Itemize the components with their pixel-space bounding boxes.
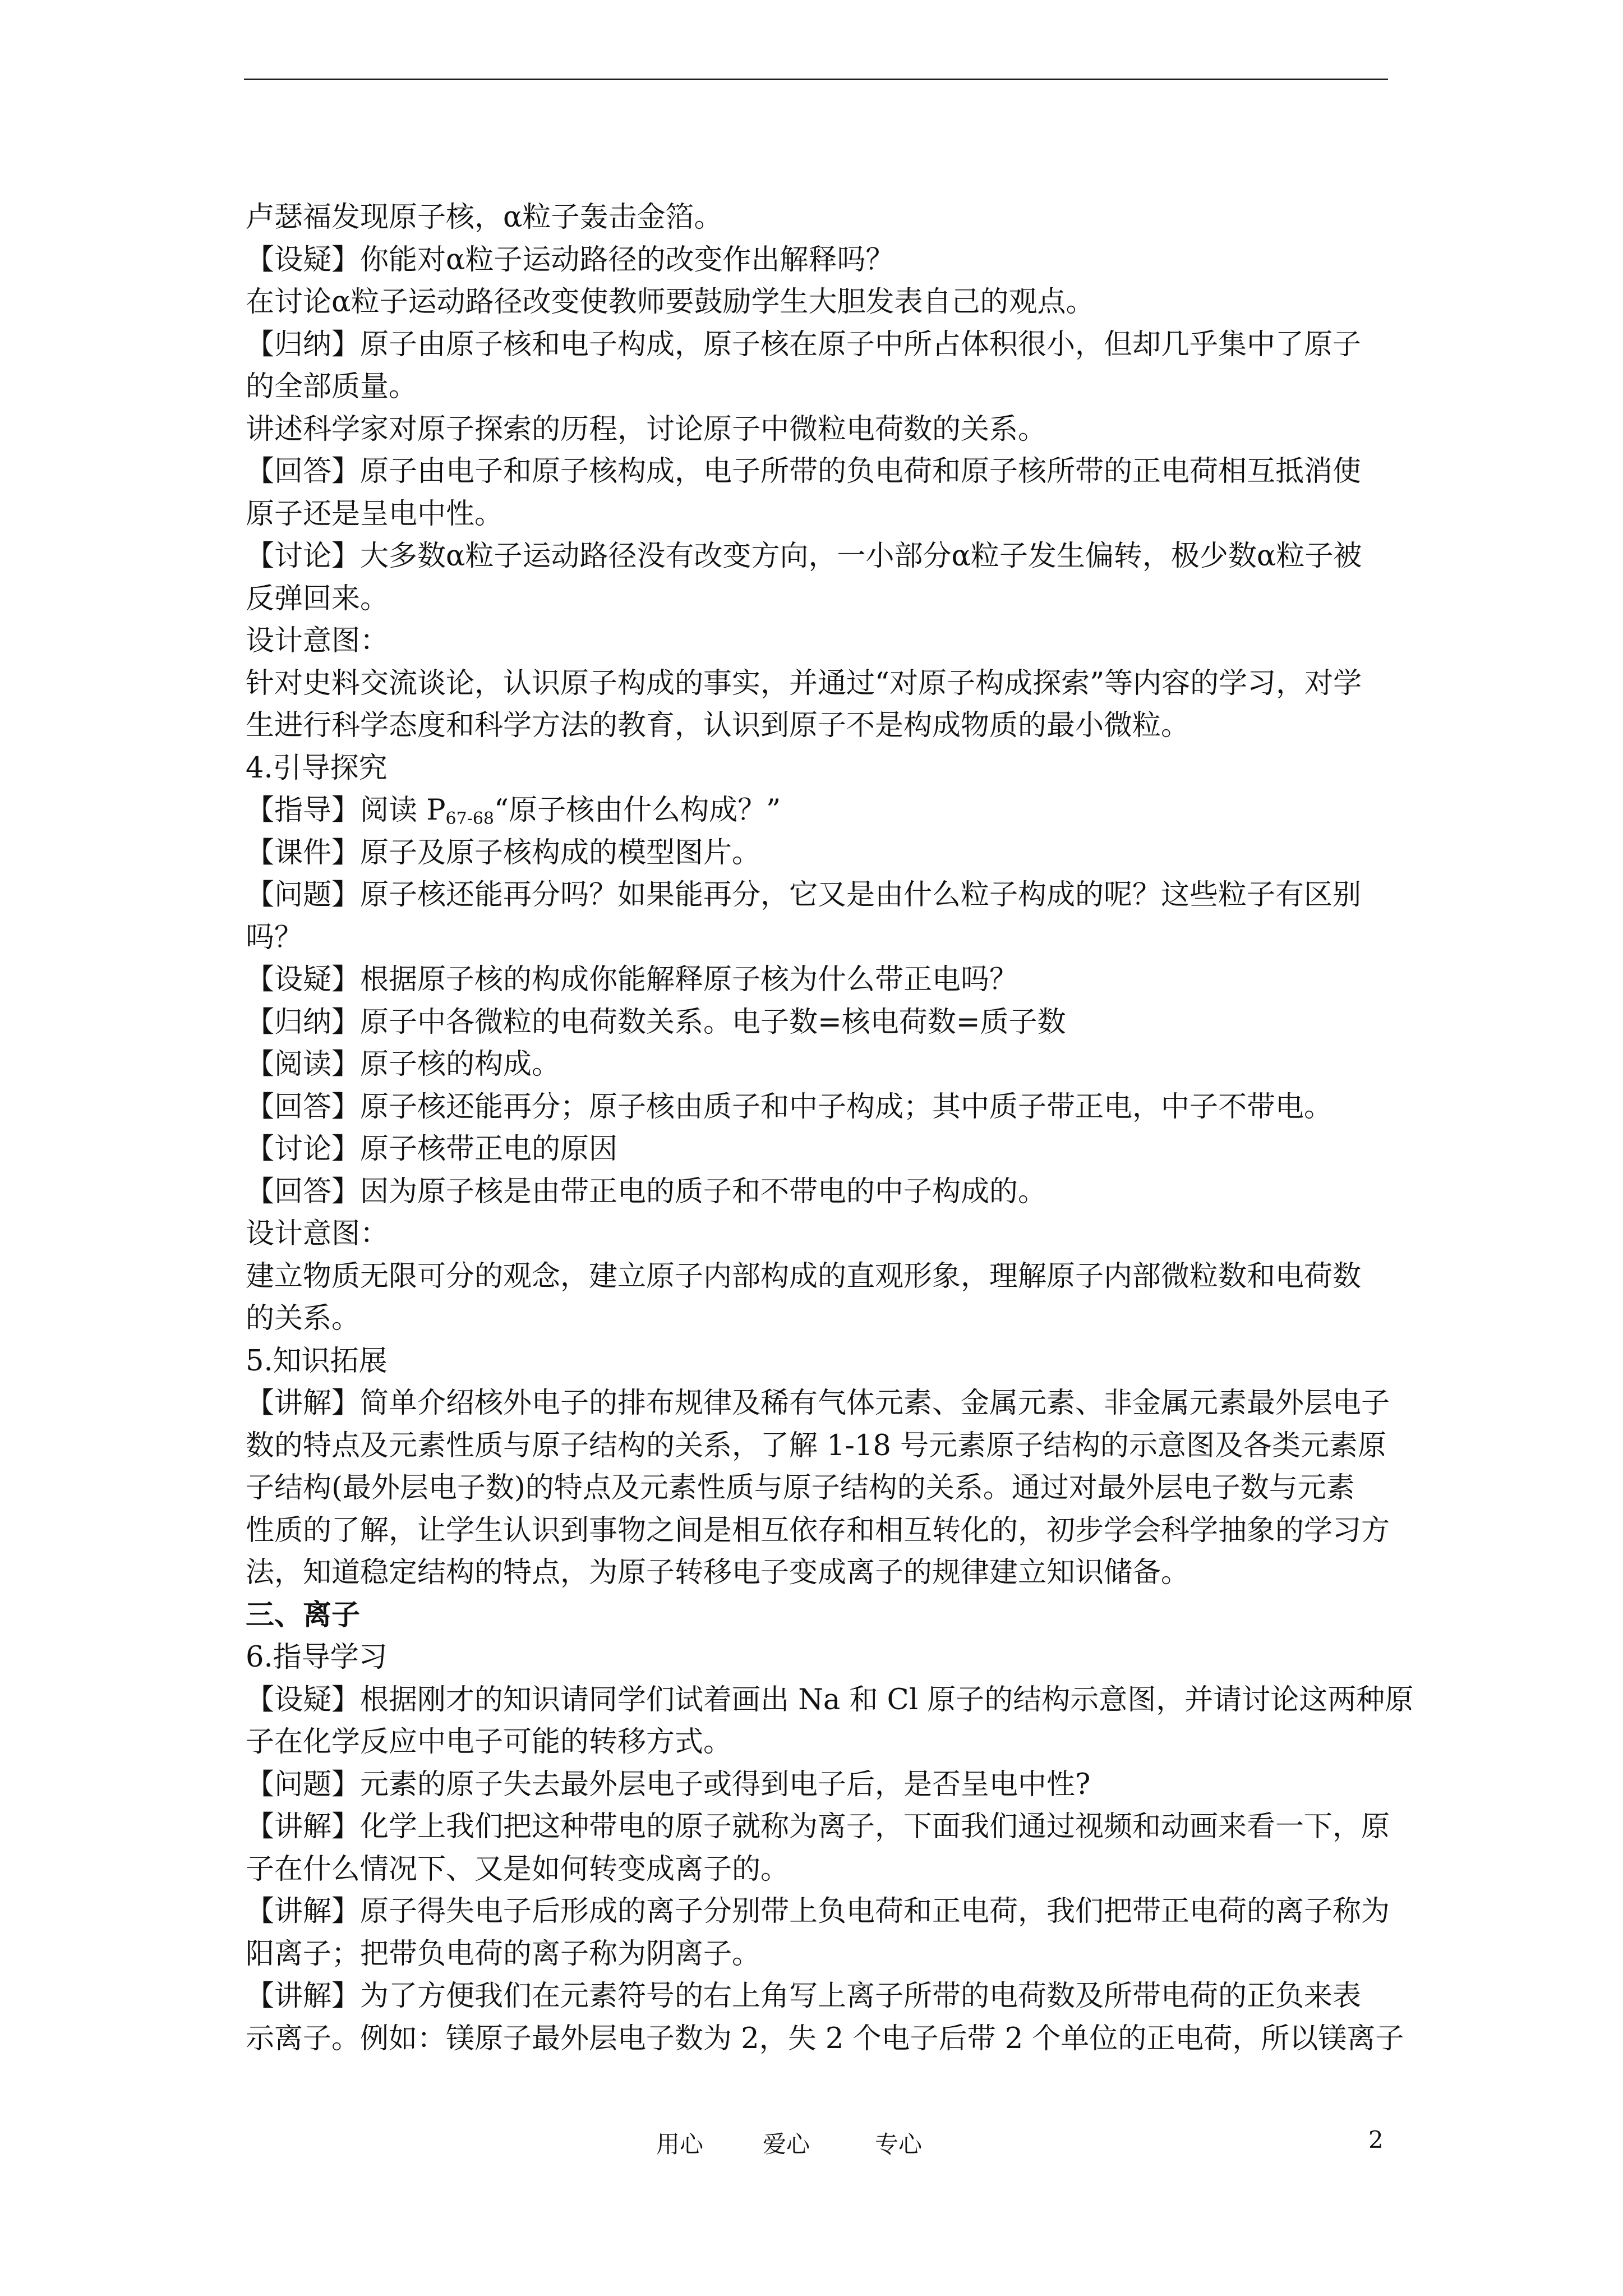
text-line: 反弹回来。: [246, 582, 389, 615]
text-line: 4.引导探究: [246, 751, 388, 785]
text-line: 生进行科学态度和科学方法的教育，认识到原子不是构成物质的最小微粒。: [246, 709, 1190, 742]
text-line: 法，知道稳定结构的特点，为原子转移电子变成离子的规律建立知识储备。: [246, 1556, 1190, 1589]
footer-text-aixin: 爱心: [763, 2131, 810, 2158]
document-body: [246, 196, 1414, 2060]
text-line: 卢瑟福发现原子核，α粒子轰击金箔。: [246, 201, 723, 234]
text-line: 【讲解】原子得失电子后形成的离子分别带上负电荷和正电荷，我们把带正电荷的离子称为: [246, 1895, 1390, 1928]
header-rule: [244, 79, 1388, 80]
text-line: 【设疑】根据刚才的知识请同学们试着画出 Na 和 Cl 原子的结构示意图，并请讨论这两种原: [246, 1683, 1414, 1717]
text-line: 6.指导学习: [246, 1641, 388, 1674]
text-line: 设计意图：: [246, 1217, 389, 1250]
text-line: 【讲解】为了方便我们在元素符号的右上角写上离子所带的电荷数及所带电荷的正负来表: [246, 1980, 1362, 2013]
text-line: 吗？: [246, 921, 303, 954]
text-line: 【阅读】原子核的构成。: [246, 1048, 561, 1081]
text-line: 【问题】原子核还能再分吗？如果能再分，它又是由什么粒子构成的呢？这些粒子有区别: [246, 878, 1362, 912]
text-line: 【回答】因为原子核是由带正电的质子和不带电的中子构成的。: [246, 1175, 1047, 1208]
text-line: 的全部质量。: [246, 370, 418, 403]
text-line: 在讨论α粒子运动路径改变使教师要鼓励学生大胆发表自己的观点。: [246, 286, 1095, 319]
page-footer: [0, 2126, 1623, 2160]
text-line: 针对史料交流谈论，认识原子构成的事实，并通过“对原子构成探索”等内容的学习，对学: [246, 666, 1362, 700]
footer-text-zhuanxin: 专心: [875, 2131, 923, 2158]
page-number: 2: [1368, 2126, 1384, 2154]
text-line: 【问题】元素的原子失去最外层电子或得到电子后，是否呈电中性?: [246, 1768, 1091, 1801]
text-line: 子在什么情况下、又是如何转变成离子的。: [246, 1852, 790, 1886]
text-line: 示离子。例如：镁原子最外层电子数为 2，失 2 个电子后带 2 个单位的正电荷，所以镁离子: [246, 2022, 1404, 2055]
text-line: 阳离子；把带负电荷的离子称为阴离子。: [246, 1937, 761, 1971]
section-heading: 三、离子: [246, 1598, 361, 1632]
text-line: 【设疑】根据原子核的构成你能解释原子核为什么带正电吗？: [246, 963, 1018, 996]
text-line: 【讨论】大多数α粒子运动路径没有改变方向，一小部分α粒子发生偏转，极少数α粒子被: [246, 540, 1362, 573]
text-line: 原子还是呈电中性。: [246, 497, 504, 531]
footer-text-yongxin: 用心: [656, 2131, 704, 2158]
text-line: 的关系。: [246, 1302, 361, 1335]
page-subscript: 67-68: [445, 809, 495, 829]
text-fragment: 【指导】阅读 P: [246, 794, 446, 827]
text-line: [246, 789, 1390, 832]
text-line: 建立物质无限可分的观念，建立原子内部构成的直观形象，理解原子内部微粒数和电荷数: [246, 1259, 1362, 1293]
text-line: 子结构(最外层电子数)的特点及元素性质与原子结构的关系。通过对最外层电子数与元素: [246, 1471, 1355, 1504]
text-line: 【回答】原子由电子和原子核构成，电子所带的负电荷和原子核所带的正电荷相互抵消使: [246, 455, 1362, 488]
text-line: 【讲解】化学上我们把这种带电的原子就称为离子，下面我们通过视频和动画来看一下，原: [246, 1810, 1390, 1843]
text-line: 【讲解】简单介绍核外电子的排布规律及稀有气体元素、金属元素、非金属元素最外层电子: [246, 1387, 1390, 1420]
text-line: 讲述科学家对原子探索的历程，讨论原子中微粒电荷数的关系。: [246, 412, 1047, 446]
text-line: 性质的了解，让学生认识到事物之间是相互依存和相互转化的，初步学会科学抽象的学习方: [246, 1513, 1390, 1547]
text-line: 【课件】原子及原子核构成的模型图片。: [246, 836, 761, 869]
text-line: 【讨论】原子核带正电的原因: [246, 1133, 618, 1166]
text-fragment: “原子核由什么构成？”: [494, 794, 781, 827]
text-line: 【回答】原子核还能再分；原子核由质子和中子构成；其中质子带正电，中子不带电。: [246, 1090, 1333, 1124]
text-line: 【归纳】原子由原子核和电子构成，原子核在原子中所占体积很小，但却几乎集中了原子: [246, 328, 1362, 361]
text-line: 设计意图：: [246, 624, 389, 657]
text-line: 【归纳】原子中各微粒的电荷数关系。电子数=核电荷数=质子数: [246, 1005, 1066, 1039]
text-line: 数的特点及元素性质与原子结构的关系，了解 1-18 号元素原子结构的示意图及各类元素原: [246, 1429, 1387, 1462]
text-line: 子在化学反应中电子可能的转移方式。: [246, 1726, 732, 1759]
text-line: 【设疑】你能对α粒子运动路径的改变作出解释吗？: [246, 243, 895, 277]
text-line: 5.知识拓展: [246, 1344, 388, 1378]
